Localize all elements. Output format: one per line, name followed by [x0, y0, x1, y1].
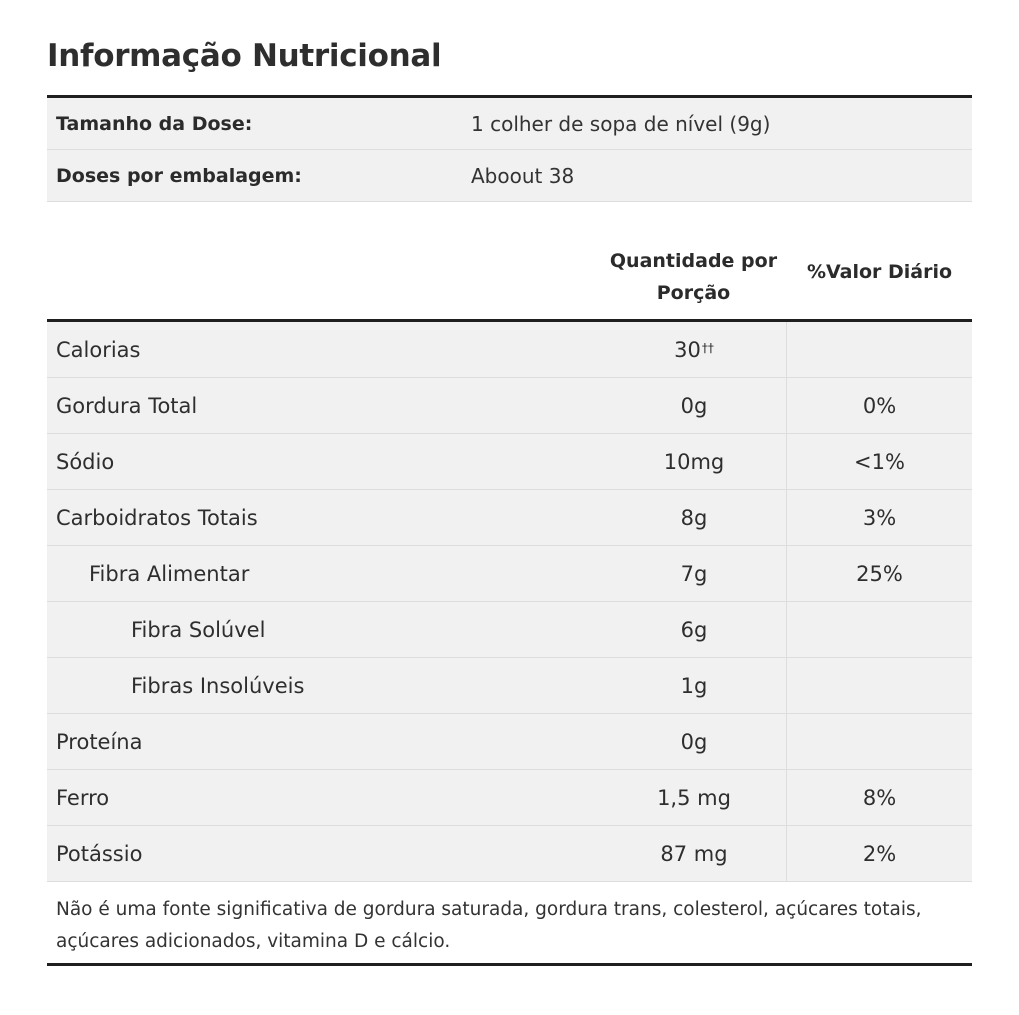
nutrient-amount: 7g	[602, 546, 787, 601]
footnote-mark: ††	[701, 340, 714, 355]
serving-size-value: 1 colher de sopa de nível (9g)	[471, 111, 771, 136]
nutrient-name: Ferro	[56, 785, 110, 810]
nutrient-name: Fibras Insolúveis	[131, 673, 305, 698]
servings-per-container-value: Aboout 38	[471, 163, 575, 188]
nutrient-daily-value	[787, 322, 972, 377]
amount-header-line2: Porção	[656, 282, 731, 304]
nutrient-amount: 6g	[602, 602, 787, 657]
nutrient-daily-value: 8%	[862, 785, 897, 810]
nutrient-name: Fibra Alimentar	[89, 561, 250, 586]
nutrient-amount: 0g	[602, 714, 787, 769]
serving-info-table	[47, 95, 972, 202]
nutrient-daily-value: 3%	[862, 505, 897, 530]
table-row	[47, 546, 972, 602]
nutrient-amount	[602, 322, 787, 377]
nutrient-amount: 0g	[602, 378, 787, 433]
serving-size-label: Tamanho da Dose:	[56, 112, 253, 135]
table-row	[47, 826, 972, 882]
serving-size-row	[47, 98, 972, 150]
nutrient-amount: 87 mg	[602, 826, 787, 881]
nutrient-daily-value: <1%	[854, 449, 905, 474]
nutrient-table-body	[47, 322, 972, 882]
nutrient-daily-value: 25%	[856, 561, 903, 586]
nutrient-name: Sódio	[56, 449, 115, 474]
table-row	[47, 378, 972, 434]
footnote: Não é uma fonte significativa de gordura saturada, gordura trans, colesterol, açúcares totais, açúcares adicionados, vitamina D e cálcio.	[47, 882, 972, 966]
nutrient-amount: 8g	[602, 490, 787, 545]
table-row	[47, 322, 972, 378]
nutrient-name: Proteína	[56, 729, 143, 754]
page-title: Informação Nutricional	[47, 38, 442, 74]
nutrient-name: Carboidratos Totais	[56, 505, 258, 530]
nutrient-name: Fibra Solúvel	[131, 617, 266, 642]
nutrient-name: Calorias	[56, 337, 141, 362]
nutrient-daily-value: 2%	[862, 841, 897, 866]
amount-per-serving-header	[602, 245, 785, 309]
nutrient-daily-value	[787, 714, 972, 769]
nutrient-amount: 1g	[602, 658, 787, 713]
nutrient-name: Gordura Total	[56, 393, 198, 418]
table-row	[47, 602, 972, 658]
servings-per-container-label: Doses por embalagem:	[56, 164, 302, 187]
servings-per-container-row	[47, 150, 972, 202]
daily-value-header: %Valor Diário	[806, 261, 953, 283]
table-row	[47, 434, 972, 490]
nutrient-amount: 10mg	[602, 434, 787, 489]
nutrient-amount-value: 30	[674, 337, 701, 362]
nutrient-amount: 1,5 mg	[602, 770, 787, 825]
amount-header-line1: Quantidade por	[609, 250, 778, 272]
nutrient-daily-value	[787, 602, 972, 657]
table-row	[47, 658, 972, 714]
table-row	[47, 770, 972, 826]
nutrient-name: Potássio	[56, 841, 143, 866]
table-row	[47, 490, 972, 546]
nutrient-daily-value	[787, 658, 972, 713]
table-row	[47, 714, 972, 770]
nutrient-table-header	[47, 243, 972, 322]
nutrient-daily-value: 0%	[862, 393, 897, 418]
